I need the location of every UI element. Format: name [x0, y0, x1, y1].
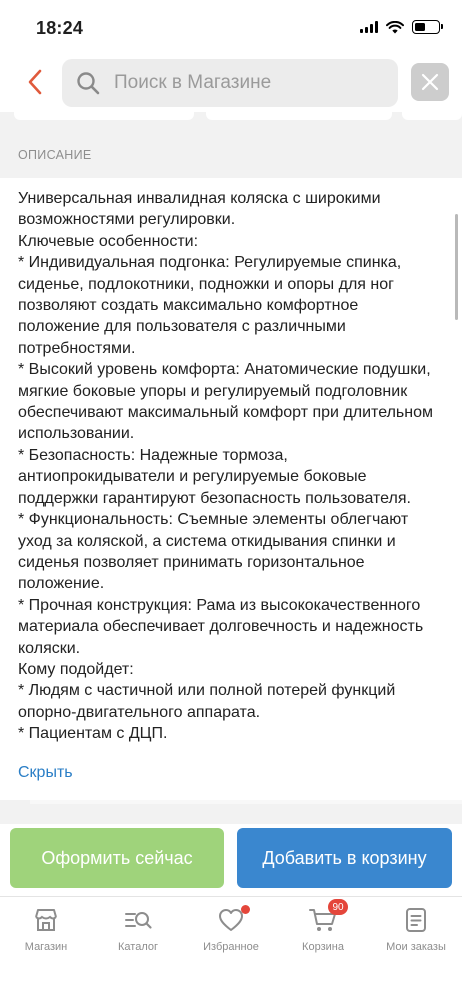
heart-icon [216, 905, 246, 935]
search-input[interactable] [114, 72, 384, 94]
description-section-label: ОПИСАНИЕ [18, 148, 92, 162]
description-text: Универсальная инвалидная коляска с широкими возможностями регулировки. Ключевые особенности: * Индивидуальная подгонка: Регулируемые спинка, сиденье, подлокотники, подножки и опоры для ног позволяют создать максимально комфортное положение для пользователя с различными потребностями. * Высокий уровень комфорта: Анатомические подушки, мягкие боковые упоры и регулируемый подголовник обеспечивают максимальный комфорт при длительном использовании. * Безопасность: Надежные тормоза, антиопрокидыватели и регулируемые боковые поддержки гарантируют безопасность пользователя. * Функциональность: Съемные элементы облегчают уход за коляской, а система откидывания спинки и сиденья позволяет принимать горизонтальное положение. * Прочная конструкция: Рама из высококачественного материала обеспечивает долговечность и надежность коляски. Кому подойдет: * Людям с частичной или полной потерей функций опорно-двигательного аппарата. * Пациентам с ДЦП. [18, 190, 433, 743]
chevron-left-icon [27, 69, 43, 95]
store-icon [31, 905, 61, 935]
partial-card [402, 112, 462, 120]
cart-count-badge: 90 [328, 899, 348, 915]
catalog-search-icon [123, 905, 153, 935]
nav-label: Избранное [203, 941, 259, 953]
close-icon [421, 73, 439, 91]
search-icon [74, 69, 102, 97]
orders-icon [401, 905, 431, 935]
bottom-nav [0, 896, 462, 999]
back-button[interactable] [18, 64, 52, 100]
nav-item-favorites[interactable] [185, 905, 277, 953]
section-header [0, 112, 462, 178]
cart-icon [308, 901, 344, 935]
status-time: 18:24 [36, 18, 84, 38]
nav-label: Магазин [24, 941, 68, 953]
description-panel [0, 178, 462, 800]
hide-description-link[interactable]: Скрыть [18, 764, 73, 781]
nav-item-cart[interactable] [277, 901, 369, 953]
section-divider [0, 800, 462, 824]
scrollbar[interactable] [455, 214, 458, 320]
nav-item-store[interactable] [0, 905, 92, 953]
search-box[interactable] [62, 59, 398, 107]
nav-label: Корзина [302, 941, 344, 953]
clear-search-button[interactable] [411, 63, 449, 101]
wifi-icon [386, 21, 404, 34]
battery-icon [412, 20, 440, 34]
status-bar [0, 0, 462, 54]
status-icons [360, 20, 440, 34]
partial-card [206, 112, 392, 120]
nav-item-orders[interactable] [370, 905, 462, 953]
nav-label: Мои заказы [386, 941, 446, 953]
partial-card [14, 112, 194, 120]
buy-now-button[interactable]: Оформить сейчас [10, 828, 224, 888]
add-to-cart-button[interactable]: Добавить в корзину [237, 828, 452, 888]
action-bar [0, 824, 462, 894]
partial-card-row [0, 112, 462, 122]
cellular-signal-icon [360, 21, 378, 33]
nav-label: Каталог [118, 941, 158, 953]
search-header [0, 54, 462, 112]
nav-item-catalog[interactable] [92, 905, 184, 953]
notification-dot [241, 905, 250, 914]
